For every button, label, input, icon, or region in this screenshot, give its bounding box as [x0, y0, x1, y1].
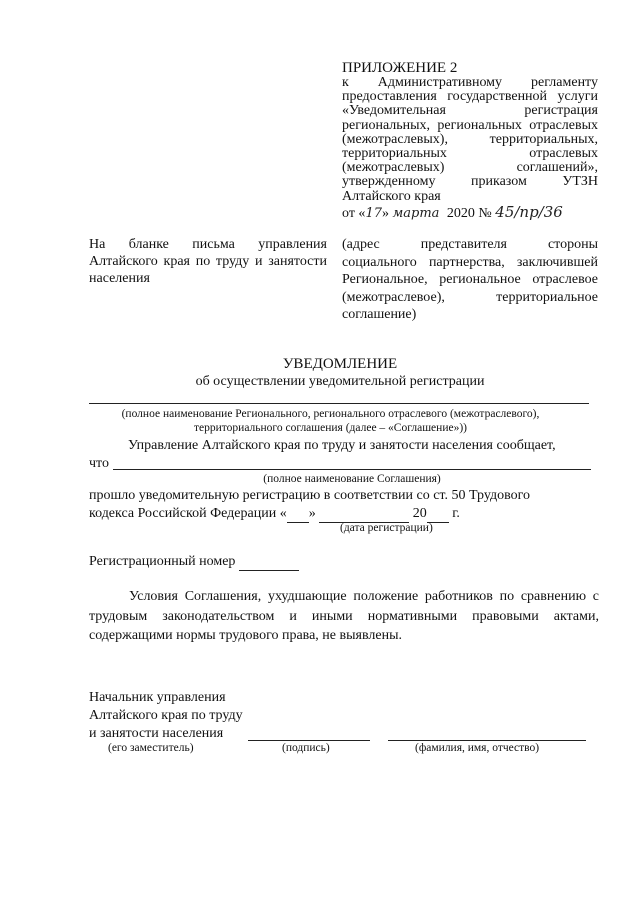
agreement-full-name-caption: (полное наименование Регионального, регионального отраслевого (межотраслевого), территориального соглашения (далее – «Соглашение»)) [121, 408, 540, 434]
full-name-line [388, 739, 586, 741]
page-subtitle: об осуществлении уведомительной регистрации [195, 374, 485, 389]
registration-number-line [89, 554, 299, 571]
agreement-name-caption: (полное наименование Соглашения) [263, 473, 441, 485]
letterhead-note: На бланке письма управления Алтайского края по труду и занятости населения [89, 237, 327, 286]
body-line-3: прошло уведомительную регистрацию в соответствии со ст. 50 Трудового [89, 488, 530, 503]
registration-date-caption: (дата регистрации) [340, 522, 433, 534]
signature-title-1: Начальник управления [89, 690, 226, 705]
handwritten-day: 17 [365, 206, 382, 221]
agreement-full-name-line [89, 401, 589, 404]
conditions-paragraph: Условия Соглашения, ухудшающие положение работников по сравнению с трудовым законодательством и иными нормативными правовыми актами, содержащими нормы трудового права, не выявлены. [89, 589, 599, 643]
registration-date-line: кодекса Российской Федерации « » 20 г. [89, 506, 460, 521]
signature-caption: (подпись) [282, 742, 330, 754]
signature-title-2: Алтайского края по труду [89, 708, 243, 723]
handwritten-number: 45/пр/36 [495, 203, 563, 221]
full-name-caption: (фамилия, имя, отчество) [415, 742, 540, 754]
appendix-title: ПРИЛОЖЕНИЕ 2 [342, 60, 458, 76]
appendix-year: 2020 [446, 206, 475, 221]
handwritten-month: марта [392, 206, 440, 221]
address-note: (адрес представителя стороны социального партнерства, заключившей Региональное, региональное отраслевое (межотраслевое), территориальное соглашение) [342, 237, 598, 322]
deputy-caption: (его заместитель) [108, 742, 194, 754]
signature-line [248, 739, 370, 741]
page-title: УВЕДОМЛЕНИЕ [282, 356, 398, 372]
body-line-1: Управление Алтайского края по труду и занятости населения сообщает, [128, 438, 556, 453]
agreement-name-line [113, 467, 591, 470]
body-line-2-prefix: что [89, 456, 109, 471]
registration-number-label: Регистрационный номер [89, 554, 236, 569]
signature-title-3: и занятости населения [89, 726, 224, 741]
appendix-text: к Административному регламенту предоставления государственной услуги «Уведомительная регистрация региональных, региональных отраслевых (межотраслевых), территориальных, территориальных отраслевых (межотраслевых) соглашений», утвержденному приказом УТЗН Алтайского края [342, 75, 598, 204]
appendix-date-line: от «17» марта 2020 № 45/пр/36 [342, 203, 563, 221]
